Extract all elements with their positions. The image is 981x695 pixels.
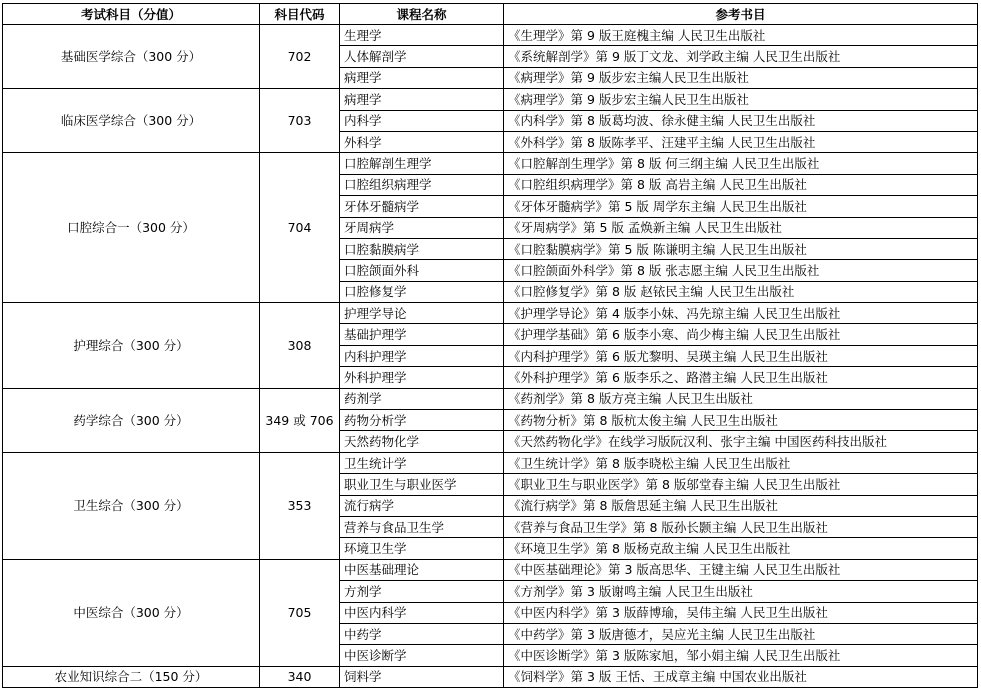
book-cell: 《牙周病学》第 5 版 孟焕新主编 人民卫生出版社 [504,217,978,238]
course-cell: 天然药物化学 [340,431,504,452]
code-cell: 340 [260,666,340,687]
course-cell: 护理学导论 [340,303,504,324]
header-code: 科目代码 [260,4,340,25]
book-cell: 《内科护理学》第 6 版尤黎明、吴瑛主编 人民卫生出版社 [504,345,978,366]
table-row [3,452,978,473]
book-cell: 《护理学导论》第 4 版李小妹、冯先琼主编 人民卫生出版社 [504,303,978,324]
course-cell: 内科护理学 [340,345,504,366]
table-row [3,153,978,174]
course-cell: 人体解剖学 [340,46,504,67]
book-cell: 《口腔黏膜病学》第 5 版 陈谦明主编 人民卫生出版社 [504,238,978,259]
table-row [3,666,978,687]
course-cell: 饲料学 [340,666,504,687]
course-cell: 口腔颌面外科 [340,260,504,281]
code-cell: 703 [260,89,340,153]
code-cell: 704 [260,153,340,303]
header-row [3,4,978,25]
book-cell: 《方剂学》第 3 版谢鸣主编 人民卫生出版社 [504,581,978,602]
code-cell: 353 [260,452,340,559]
course-cell: 流行病学 [340,495,504,516]
course-cell: 外科护理学 [340,367,504,388]
course-cell: 口腔解剖生理学 [340,153,504,174]
book-cell: 《药剂学》第 8 版方亮主编 人民卫生出版社 [504,388,978,409]
book-cell: 《护理学基础》第 6 版李小寒、尚少梅主编 人民卫生出版社 [504,324,978,345]
book-cell: 《内科学》第 8 版葛均波、徐永健主编 人民卫生出版社 [504,110,978,131]
course-cell: 卫生统计学 [340,452,504,473]
table-row [3,559,978,580]
book-cell: 《牙体牙髓病学》第 5 版 周学东主编 人民卫生出版社 [504,196,978,217]
book-cell: 《营养与食品卫生学》第 8 版孙长颢主编 人民卫生出版社 [504,516,978,537]
code-cell: 349 或 706 [260,388,340,452]
book-cell: 《外科护理学》第 6 版李乐之、路潜主编 人民卫生出版社 [504,367,978,388]
course-cell: 中药学 [340,623,504,644]
subject-cell: 中医综合（300 分） [3,559,260,666]
subject-cell: 临床医学综合（300 分） [3,89,260,153]
book-cell: 《环境卫生学》第 8 版杨克敌主编 人民卫生出版社 [504,538,978,559]
exam-reference-table [2,3,978,688]
subject-cell: 护理综合（300 分） [3,303,260,389]
course-cell: 环境卫生学 [340,538,504,559]
book-cell: 《天然药物化学》在线学习版阮汉利、张宇主编 中国医药科技出版社 [504,431,978,452]
code-cell: 702 [260,25,340,89]
subject-cell: 基础医学综合（300 分） [3,25,260,89]
header-course: 课程名称 [340,4,504,25]
subject-cell: 口腔综合一（300 分） [3,153,260,303]
table-row [3,388,978,409]
book-cell: 《外科学》第 8 版陈孝平、汪建平主编 人民卫生出版社 [504,131,978,152]
course-cell: 口腔组织病理学 [340,174,504,195]
course-cell: 方剂学 [340,581,504,602]
course-cell: 外科学 [340,131,504,152]
book-cell: 《饲料学》第 3 版 王恬、王成章主编 中国农业出版社 [504,666,978,687]
subject-cell: 药学综合（300 分） [3,388,260,452]
book-cell: 《药物分析》第 8 版杭太俊主编 人民卫生出版社 [504,410,978,431]
table-row [3,25,978,46]
table-row [3,303,978,324]
course-cell: 药物分析学 [340,410,504,431]
book-cell: 《中药学》第 3 版唐德才，吴应光主编 人民卫生出版社 [504,623,978,644]
book-cell: 《病理学》第 9 版步宏主编人民卫生出版社 [504,89,978,110]
course-cell: 基础护理学 [340,324,504,345]
course-cell: 中医内科学 [340,602,504,623]
course-cell: 营养与食品卫生学 [340,516,504,537]
header-subject: 考试科目（分值） [3,4,260,25]
book-cell: 《卫生统计学》第 8 版李晓松主编 人民卫生出版社 [504,452,978,473]
course-cell: 药剂学 [340,388,504,409]
subject-cell: 农业知识综合二（150 分） [3,666,260,687]
course-cell: 职业卫生与职业医学 [340,474,504,495]
code-cell: 308 [260,303,340,389]
book-cell: 《中医基础理论》第 3 版高思华、王键主编 人民卫生出版社 [504,559,978,580]
book-cell: 《职业卫生与职业医学》第 8 版邬堂春主编 人民卫生出版社 [504,474,978,495]
course-cell: 生理学 [340,25,504,46]
book-cell: 《系统解剖学》第 9 版丁文龙、刘学政主编 人民卫生出版社 [504,46,978,67]
header-book: 参考书目 [504,4,978,25]
table-row [3,89,978,110]
book-cell: 《流行病学》第 8 版詹思延主编 人民卫生出版社 [504,495,978,516]
course-cell: 中医基础理论 [340,559,504,580]
book-cell: 《中医诊断学》第 3 版陈家旭，邹小娟主编 人民卫生出版社 [504,645,978,666]
course-cell: 病理学 [340,89,504,110]
book-cell: 《病理学》第 9 版步宏主编人民卫生出版社 [504,67,978,88]
course-cell: 内科学 [340,110,504,131]
book-cell: 《口腔修复学》第 8 版 赵铱民主编 人民卫生出版社 [504,281,978,302]
course-cell: 中医诊断学 [340,645,504,666]
course-cell: 口腔修复学 [340,281,504,302]
book-cell: 《口腔颌面外科学》第 8 版 张志愿主编 人民卫生出版社 [504,260,978,281]
subject-cell: 卫生综合（300 分） [3,452,260,559]
course-cell: 牙周病学 [340,217,504,238]
course-cell: 牙体牙髓病学 [340,196,504,217]
course-cell: 口腔黏膜病学 [340,238,504,259]
code-cell: 705 [260,559,340,666]
book-cell: 《口腔组织病理学》第 8 版 高岩主编 人民卫生出版社 [504,174,978,195]
book-cell: 《口腔解剖生理学》第 8 版 何三纲主编 人民卫生出版社 [504,153,978,174]
book-cell: 《生理学》第 9 版王庭槐主编 人民卫生出版社 [504,25,978,46]
book-cell: 《中医内科学》第 3 版薛博瑜，吴伟主编 人民卫生出版社 [504,602,978,623]
course-cell: 病理学 [340,67,504,88]
